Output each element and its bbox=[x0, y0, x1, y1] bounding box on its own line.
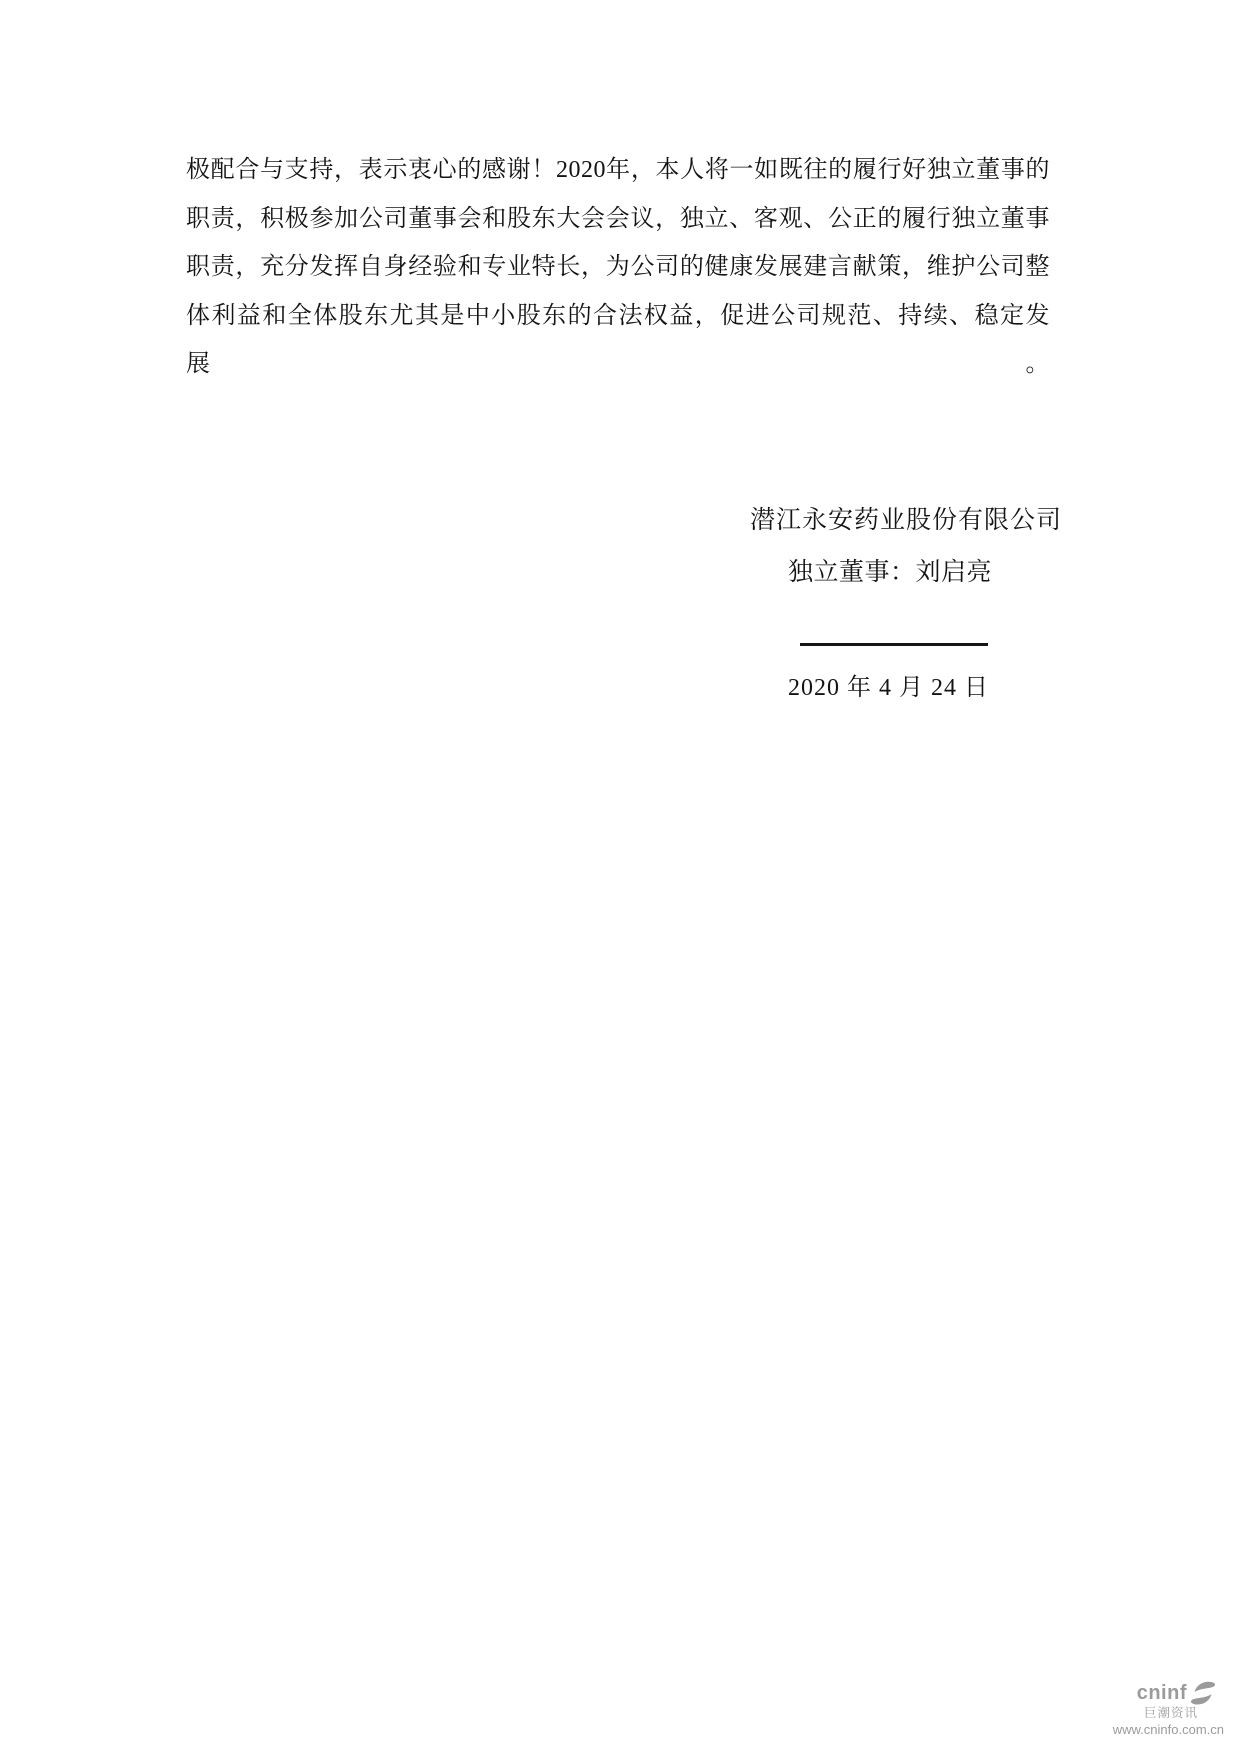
signature-date: 2020 年 4 月 24 日 bbox=[788, 675, 989, 701]
cninfo-swoosh-icon bbox=[1190, 1681, 1216, 1706]
cninfo-brand-row bbox=[1137, 1681, 1216, 1706]
cninfo-brand-chinese: 巨潮资讯 bbox=[1143, 1705, 1198, 1720]
signature-company-name: 潜江永安药业股份有限公司 bbox=[750, 507, 1063, 534]
paragraph-line-4: 体利益和全体股东尤其是中小股东的合法权益，促进公司规范、持续、稳定发展。 bbox=[186, 302, 1050, 377]
paragraph-line-3: 职责，充分发挥自身经验和专业特长，为公司的健康发展建言献策，维护公司整 bbox=[186, 254, 1050, 280]
paragraph-line-2: 职责，积极参加公司董事会和股东大会会议，独立、客观、公正的履行独立董事 bbox=[186, 205, 1050, 232]
cninfo-watermark bbox=[1113, 1681, 1232, 1737]
signature-signer-name: 独立董事：刘启亮 bbox=[788, 559, 993, 586]
signature-rule-line bbox=[800, 643, 988, 646]
cninfo-url: www.cninfo.com.cn bbox=[1112, 1721, 1224, 1737]
paragraph-line-1: 极配合与支持，表示衷心的感谢！2020年，本人将一如既往的履行好独立董事的 bbox=[186, 157, 1050, 183]
body-paragraph bbox=[186, 146, 1050, 389]
cninfo-brand-text: cninf bbox=[1136, 1682, 1187, 1705]
